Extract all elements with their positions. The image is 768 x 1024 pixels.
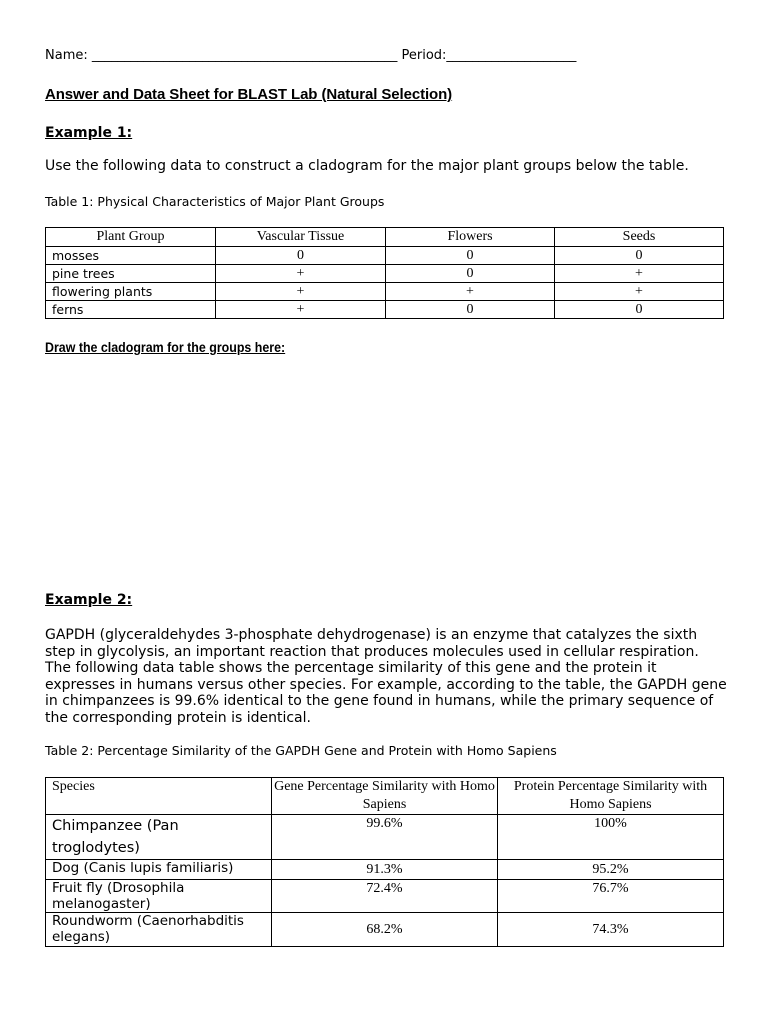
species-cell: Chimpanzee (Pan troglodytes) — [46, 815, 272, 860]
column-header: Flowers — [386, 228, 555, 247]
plant-group-cell: ferns — [46, 301, 216, 319]
plant-group-cell: flowering plants — [46, 283, 216, 301]
table-row — [46, 283, 724, 301]
table-cell: 76.7% — [498, 880, 724, 913]
table-cell: 0 — [386, 247, 555, 265]
table-cell: 68.2% — [272, 913, 498, 947]
plant-group-cell: mosses — [46, 247, 216, 265]
table1-caption: Table 1: Physical Characteristics of Major Plant Groups — [45, 194, 385, 209]
table-cell: + — [216, 265, 386, 283]
table-cell: + — [216, 301, 386, 319]
table-cell: 0 — [216, 247, 386, 265]
species-cell: Dog (Canis lupis familiaris) — [46, 860, 272, 880]
table-cell: 0 — [555, 247, 724, 265]
column-header: Seeds — [555, 228, 724, 247]
table-cell: 91.3% — [272, 860, 498, 880]
cladogram-draw-prompt: Draw the cladogram for the groups here: — [45, 340, 286, 355]
table2-caption: Table 2: Percentage Similarity of the GAPDH Gene and Protein with Homo Sapiens — [45, 743, 557, 758]
column-header: Vascular Tissue — [216, 228, 386, 247]
table-cell: 72.4% — [272, 880, 498, 913]
table-row — [46, 301, 724, 319]
table-header-row — [46, 228, 724, 247]
table-cell: + — [555, 265, 724, 283]
example2-heading: Example 2: — [45, 592, 133, 608]
table-cell: 100% — [498, 815, 724, 860]
table-cell: 99.6% — [272, 815, 498, 860]
plant-characteristics-table — [45, 227, 724, 319]
table-cell: 0 — [386, 301, 555, 319]
column-header: Species — [46, 778, 272, 815]
table-cell: + — [555, 283, 724, 301]
example2-paragraph: GAPDH (glyceraldehydes 3-phosphate dehydrogenase) is an enzyme that catalyzes the sixth step in glycolysis, an important reaction that produces molecules used in cellular respiration. The following data table shows the percentage similarity of this gene and the protein it expresses in humans versus other species. For example, according to the table, the GAPDH gene in chimpanzees is 99.6% identical to the gene found in humans, while the primary sequence of the corresponding protein is identical. — [45, 627, 727, 726]
table-row — [46, 913, 724, 947]
table-cell: 0 — [555, 301, 724, 319]
page-title: Answer and Data Sheet for BLAST Lab (Natural Selection) — [45, 86, 453, 103]
species-cell: Fruit fly (Drosophila melanogaster) — [46, 880, 272, 913]
plant-group-cell: pine trees — [46, 265, 216, 283]
table-row — [46, 815, 724, 860]
table-cell: + — [386, 283, 555, 301]
table-row — [46, 880, 724, 913]
table-cell: 74.3% — [498, 913, 724, 947]
column-header: Gene Percentage Similarity with Homo Sapiens — [272, 778, 498, 815]
example1-instruction: Use the following data to construct a cladogram for the major plant groups below the table. — [45, 158, 689, 174]
table-cell: 95.2% — [498, 860, 724, 880]
column-header: Plant Group — [46, 228, 216, 247]
column-header: Protein Percentage Similarity with Homo Sapiens — [498, 778, 724, 815]
table-cell: 0 — [386, 265, 555, 283]
example1-heading: Example 1: — [45, 125, 133, 141]
species-cell: Roundworm (Caenorhabditis elegans) — [46, 913, 272, 947]
table-row — [46, 265, 724, 283]
table-header-row — [46, 778, 724, 815]
gapdh-similarity-table — [45, 777, 724, 947]
table-row — [46, 860, 724, 880]
name-period-line: Name: _______________________________________________ Period:____________________ — [45, 48, 577, 63]
table-cell: + — [216, 283, 386, 301]
table-row — [46, 247, 724, 265]
